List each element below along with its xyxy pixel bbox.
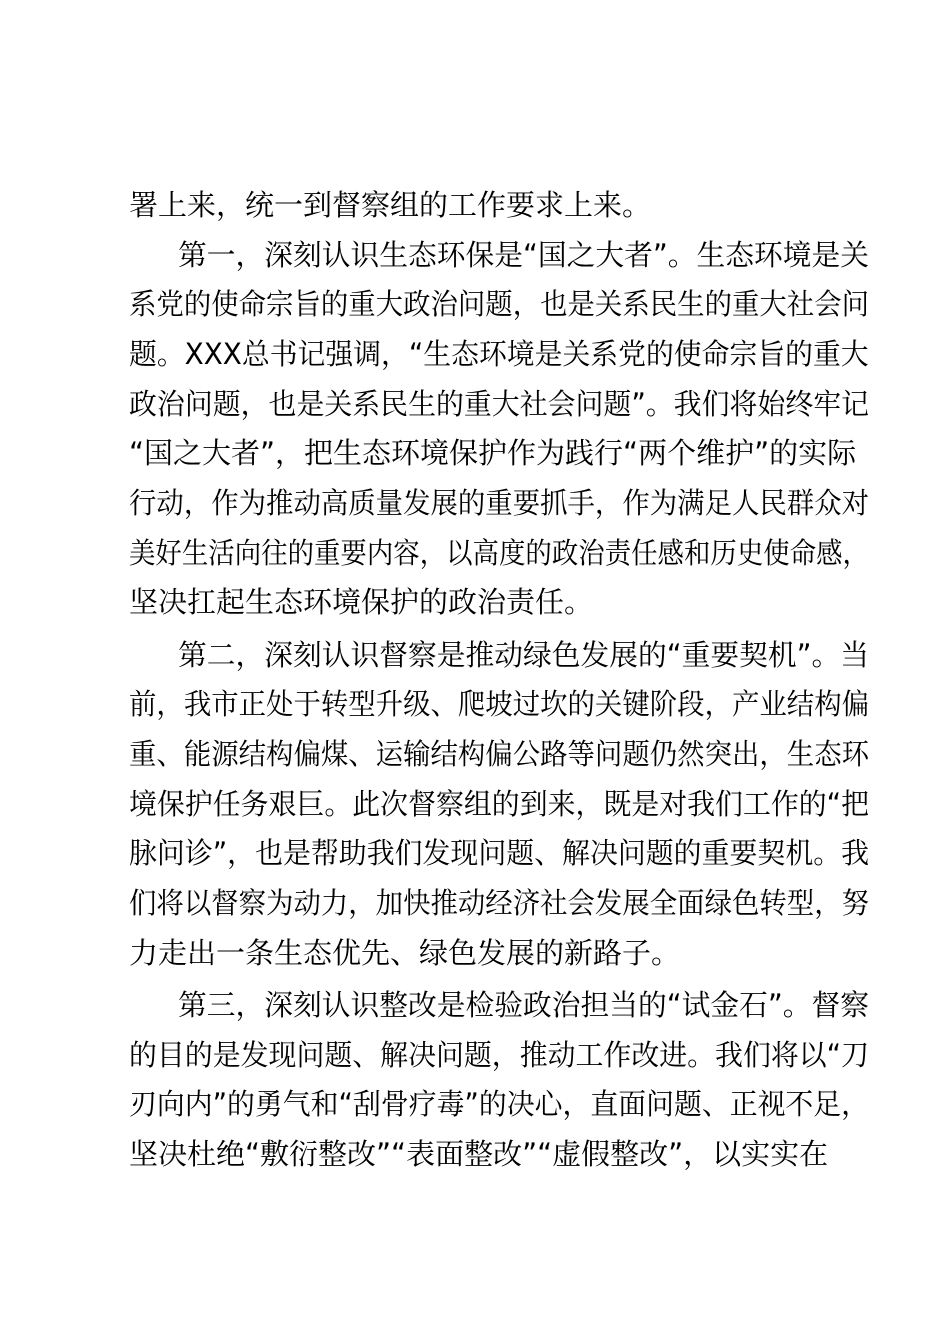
text-line: 刃向内”的勇气和“刮骨疗毒”的决心，直面问题、正视不足， [129, 1087, 870, 1121]
text-line: 重、能源结构偏煤、运输结构偏公路等问题仍然突出，生态环 [129, 737, 870, 771]
text-line: 行动，作为推动高质量发展的重要抓手，作为满足人民群众对 [129, 486, 870, 520]
text-line: “国之大者”，把生态环境保护作为践行“两个维护”的实际 [129, 436, 857, 470]
text-line: 的目的是发现问题、解决问题，推动工作改进。我们将以“刀 [129, 1038, 870, 1072]
text-line: 力走出一条生态优先、绿色发展的新路子。 [129, 936, 681, 970]
text-line: 坚决杜绝“敷衍整改”“表面整改”“虚假整改”，以实实在 [129, 1137, 829, 1171]
text-line: 系党的使命宗旨的重大政治问题，也是关系民生的重大社会问 [129, 287, 870, 321]
text-line: 题。XXX总书记强调，“生态环境是关系党的使命宗旨的重大 [129, 337, 869, 371]
text-line: 前，我市正处于转型升级、爬坡过坎的关键阶段，产业结构偏 [129, 687, 870, 721]
paragraph-start: 第一，深刻认识生态环保是“国之大者”。生态环境是关 [178, 238, 870, 272]
text-line: 政治问题，也是关系民生的重大社会问题”。我们将始终牢记 [129, 387, 870, 421]
paragraph-start: 第二，深刻认识督察是推动绿色发展的“重要契机”。当 [178, 638, 870, 672]
text-line: 美好生活向往的重要内容，以高度的政治责任感和历史使命感， [129, 536, 869, 570]
text-line: 境保护任务艰巨。此次督察组的到来，既是对我们工作的“把 [129, 787, 870, 821]
text-line: 署上来，统一到督察组的工作要求上来。 [129, 188, 652, 222]
paragraph-start: 第三，深刻认识整改是检验政治担当的“试金石”。督察 [178, 988, 870, 1022]
text-line: 们将以督察为动力，加快推动经济社会发展全面绿色转型，努 [129, 886, 870, 920]
text-line: 脉问诊”，也是帮助我们发现问题、解决问题的重要契机。我 [129, 836, 870, 870]
text-line: 坚决扛起生态环境保护的政治责任。 [129, 585, 594, 619]
